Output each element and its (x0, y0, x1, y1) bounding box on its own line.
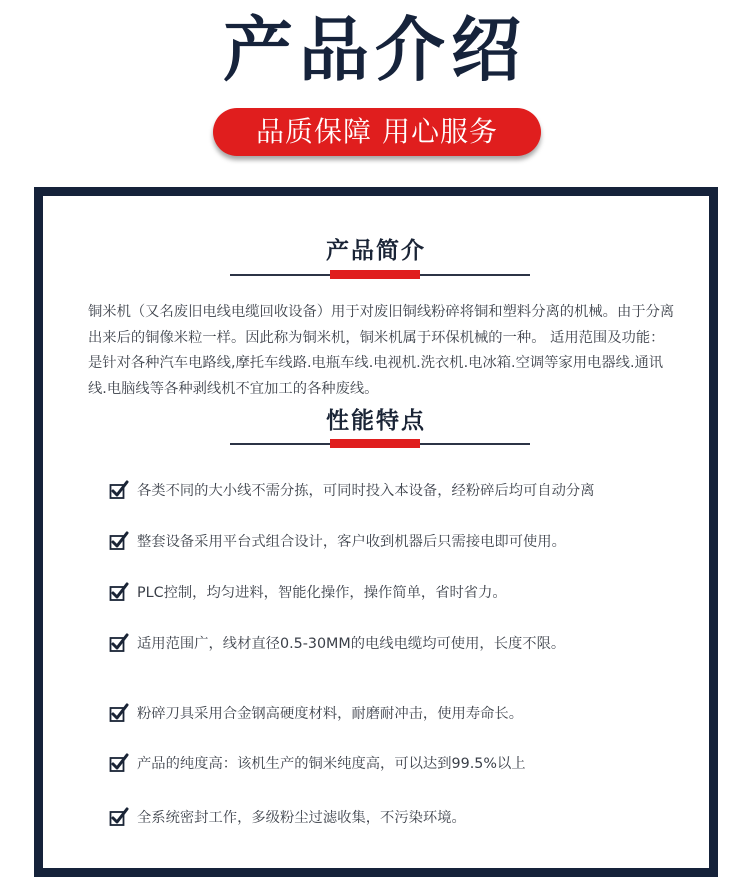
check-icon (109, 480, 129, 500)
check-icon (109, 753, 129, 773)
check-icon (109, 531, 129, 551)
feature-text: 适用范围广，线材直径0.5-30MM的电线电缆均可使用，长度不限。 (137, 636, 566, 652)
page-title: 产品介绍 (223, 9, 527, 91)
feature-text: 各类不同的大小线不需分拣，可同时投入本设备，经粉碎后均可自动分离 (137, 483, 595, 499)
feature-text: 全系统密封工作，多级粉尘过滤收集，不污染环境。 (137, 810, 466, 826)
intro-text: 铜米机（又名废旧电线电缆回收设备）用于对废旧铜线粉碎将铜和塑料分离的机械。由于分离出来后的铜像米粒一样。因此称为铜米机，铜米机属于环保机械的一种。 适用范围及功能：是针对各种汽车电路线,摩托车线路.电瓶车线.电视机.洗衣机.电冰箱.空调等家用电器线.通讯线.电脑线等各种剥线机不宜加工的各种废线。 (88, 304, 675, 397)
features-divider-accent (330, 439, 420, 448)
feature-item (109, 751, 526, 775)
check-icon (109, 703, 129, 723)
feature-text: 整套设备采用平台式组合设计，客户收到机器后只需接电即可使用。 (137, 534, 566, 550)
check-icon (109, 807, 129, 827)
features-heading: 性能特点 (326, 408, 426, 434)
feature-text: 产品的纯度高：该机生产的铜米纯度高，可以达到99.5%以上 (137, 756, 526, 772)
feature-text: 粉碎刀具采用合金钢高硬度材料，耐磨耐冲击，使用寿命长。 (137, 706, 524, 722)
intro-heading: 产品简介 (326, 238, 426, 264)
feature-item (109, 580, 507, 604)
feature-item (109, 529, 566, 553)
intro-divider-accent (330, 270, 420, 279)
slogan-banner: 品质保障 用心服务 (213, 108, 541, 156)
feature-item (109, 701, 523, 725)
feature-item (109, 478, 595, 502)
check-icon (109, 633, 129, 653)
feature-text: PLC控制，均匀进料，智能化操作，操作简单，省时省力。 (137, 585, 507, 601)
check-icon (109, 582, 129, 602)
feature-item (109, 805, 466, 829)
feature-item (109, 631, 565, 655)
content-frame (34, 187, 718, 877)
